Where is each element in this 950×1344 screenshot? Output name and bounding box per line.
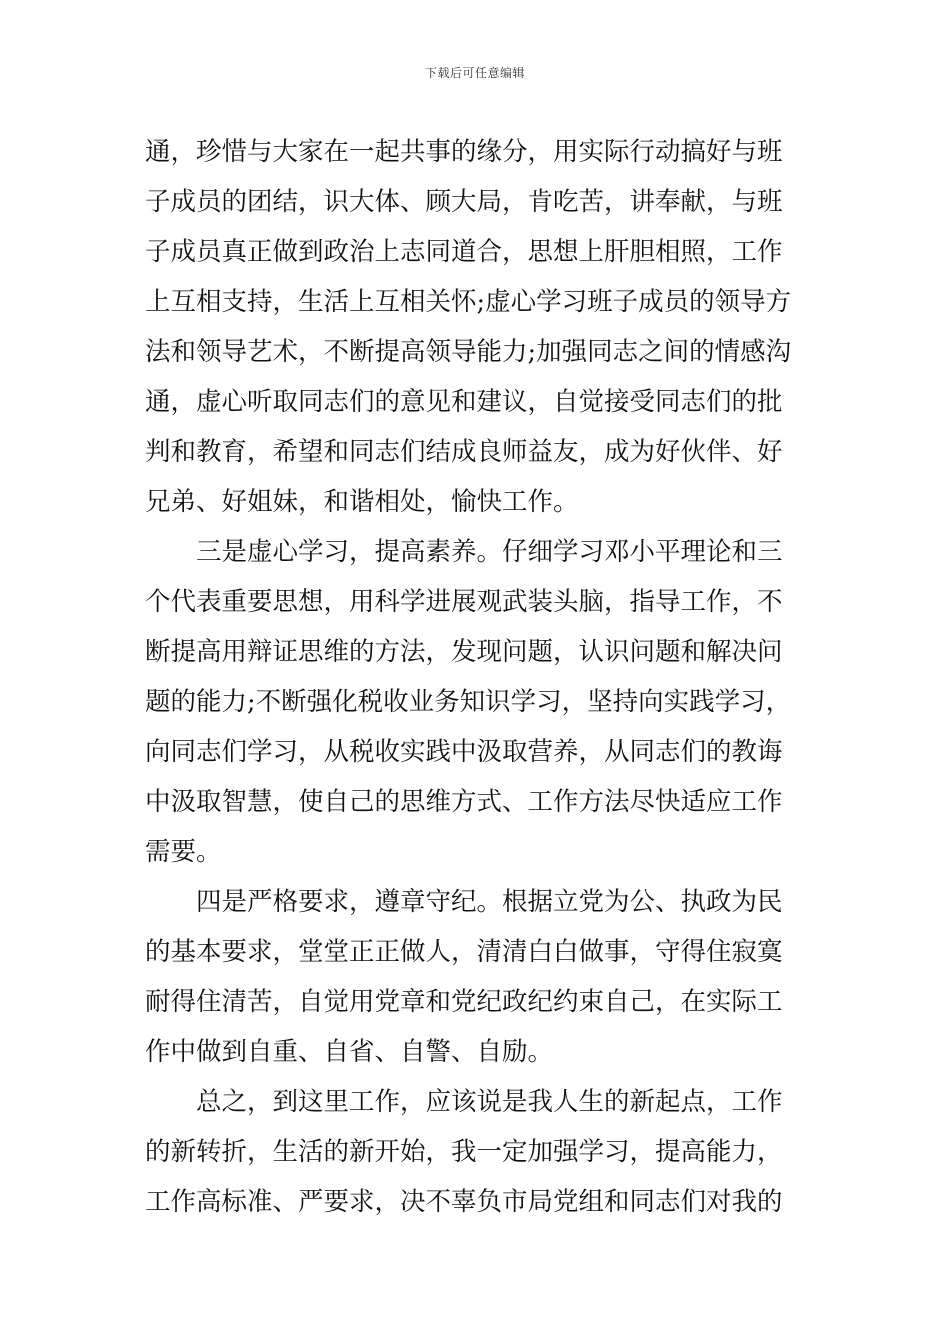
text-line: 的基本要求，堂堂正正做人，清清白白做事，守得住寂寞 <box>145 937 783 967</box>
text-line: 上互相支持，生活上互相关怀;虚心学习班子成员的领导方 <box>145 287 792 317</box>
text-line: 的新转折，生活的新开始，我一定加强学习，提高能力， <box>145 1137 783 1167</box>
text-line: 子成员真正做到政治上志同道合，思想上肝胆相照，工作 <box>145 237 783 267</box>
text-line: 耐得住清苦，自觉用党章和党纪政纪约束自己，在实际工 <box>145 987 783 1017</box>
text-line: 法和领导艺术，不断提高领导能力;加强同志之间的情感沟 <box>145 337 792 367</box>
paragraph-first-line: 三是虚心学习，提高素养。仔细学习邓小平理论和三 <box>196 537 783 567</box>
text-line: 通，珍惜与大家在一起共事的缘分，用实际行动搞好与班 <box>145 137 783 167</box>
text-line: 需要。 <box>145 837 222 867</box>
text-line: 个代表重要思想，用科学进展观武装头脑，指导工作，不 <box>145 587 783 617</box>
text-line: 向同志们学习，从税收实践中汲取营养，从同志们的教诲 <box>145 737 783 767</box>
text-line: 兄弟、好姐妹，和谐相处，愉快工作。 <box>145 487 579 517</box>
text-line: 通，虚心听取同志们的意见和建议，自觉接受同志们的批 <box>145 387 783 417</box>
document-body <box>145 127 810 1227</box>
text-line: 题的能力;不断强化税收业务知识学习，坚持向实践学习， <box>145 687 792 717</box>
text-line: 作中做到自重、自省、自警、自励。 <box>145 1037 554 1067</box>
text-line: 断提高用辩证思维的方法，发现问题，认识问题和解决问 <box>145 637 783 667</box>
page-header: 下载后可任意编辑 <box>424 66 525 80</box>
text-line: 子成员的团结，识大体、顾大局，肯吃苦，讲奉献，与班 <box>145 187 783 217</box>
paragraph-first-line: 总之，到这里工作，应该说是我人生的新起点，工作 <box>196 1087 783 1117</box>
text-line: 中汲取智慧，使自己的思维方式、工作方法尽快适应工作 <box>145 787 783 817</box>
text-line: 判和教育，希望和同志们结成良师益友，成为好伙伴、好 <box>145 437 783 467</box>
paragraph-first-line: 四是严格要求，遵章守纪。根据立党为公、执政为民 <box>196 887 783 917</box>
text-line: 工作高标准、严要求，决不辜负市局党组和同志们对我的 <box>145 1187 783 1217</box>
